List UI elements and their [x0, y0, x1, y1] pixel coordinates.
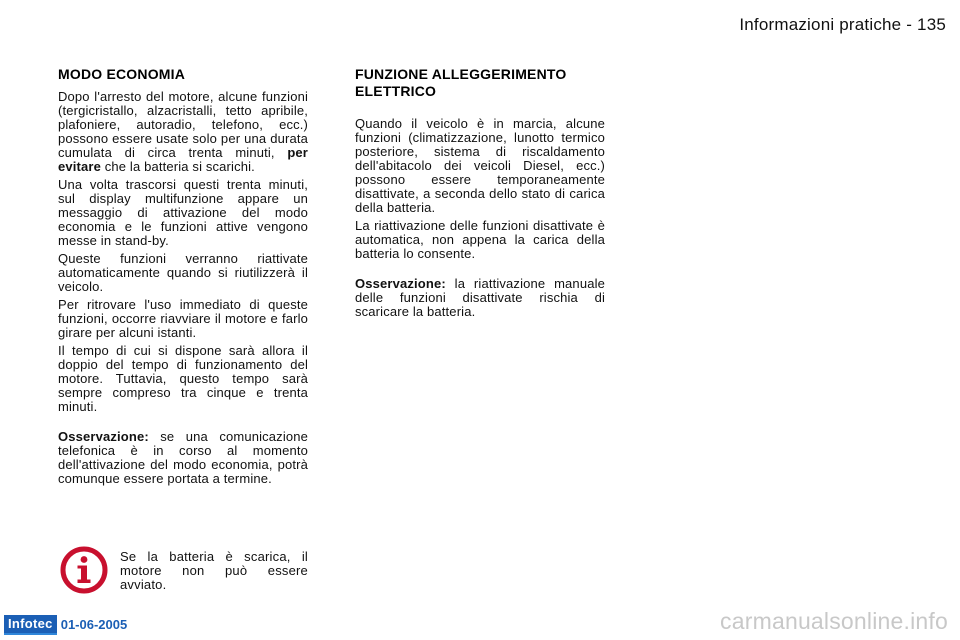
note-label: Osservazione:: [355, 276, 446, 291]
paragraph: La riattivazione delle funzioni disattivate è automatica, non appena la carica della batteria lo consente.: [355, 218, 605, 261]
note-paragraph: [355, 277, 605, 319]
info-text: Se la batteria è scarica, il motore non può essere avviato.: [120, 549, 308, 592]
paragraph: Per ritrovare l'uso immediato di queste funzioni, occorre riavviare il motore e farlo girare per alcuni istanti.: [58, 297, 308, 340]
section-alleggerimento-elettrico: [355, 66, 605, 323]
footer-date: 01-06-2005: [60, 617, 128, 632]
paragraph: [58, 90, 308, 174]
paragraph: Queste funzioni verranno riattivate automaticamente quando si riutilizzerà il veicolo.: [58, 251, 308, 294]
section-title: MODO ECONOMIA: [58, 66, 186, 82]
emphasis-text: per evitare: [58, 145, 308, 174]
watermark: carmanualsonline.info: [720, 608, 948, 634]
paragraph-text: che la batteria si scarichi.: [104, 159, 255, 174]
note-text: se una comunicazione telefonica è in corso al momento dell'attivazione del modo economia, potrà comunque essere portata a termine.: [58, 429, 309, 486]
paragraph: Una volta trascorsi questi trenta minuti, sul display multifunzione appare un messaggio di attivazione del modo economia e le funzioni attive vengono messe in stand-by.: [58, 177, 308, 248]
note-text: la riattivazione manuale delle funzioni disattivate rischia di scaricare la batteria.: [355, 276, 605, 319]
info-icon-serif-bottom: [78, 580, 91, 584]
note-label: Osservazione:: [58, 429, 149, 444]
info-callout: [58, 540, 308, 602]
info-icon-dot: [81, 556, 88, 563]
paragraph: Quando il veicolo è in marcia, alcune funzioni (climatizzazione, lunotto termico posteriore, sistema di riscaldamento dell'abitacolo dei veicoli Diesel, ecc.) possono essere temporaneamente disattivate, a seconda dello stato di carica della batteria.: [355, 116, 605, 215]
footer: [4, 614, 127, 636]
infotec-logo: Infotec: [4, 615, 57, 635]
note-paragraph: [58, 430, 308, 486]
section-modo-economia: [58, 66, 308, 490]
paragraph-text: Dopo l'arresto del motore, alcune funzioni (tergicristallo, alzacristalli, tetto apribile, plafoniere, autoradio, telefono, ecc.) possono essere usate solo per una durata cumulata di circa trenta minuti,: [58, 89, 308, 160]
info-icon-serif-top: [78, 566, 84, 569]
info-icon: [58, 544, 110, 596]
paragraph: Il tempo di cui si dispone sarà allora il doppio del tempo di funzionamento del motore. Tuttavia, questo tempo sarà sempre compreso tra cinque e trenta minuti.: [58, 343, 308, 414]
section-title: FUNZIONE ALLEGGERIMENTO ELETTRICO: [355, 66, 567, 99]
page-header: Informazioni pratiche - 135: [739, 15, 946, 34]
